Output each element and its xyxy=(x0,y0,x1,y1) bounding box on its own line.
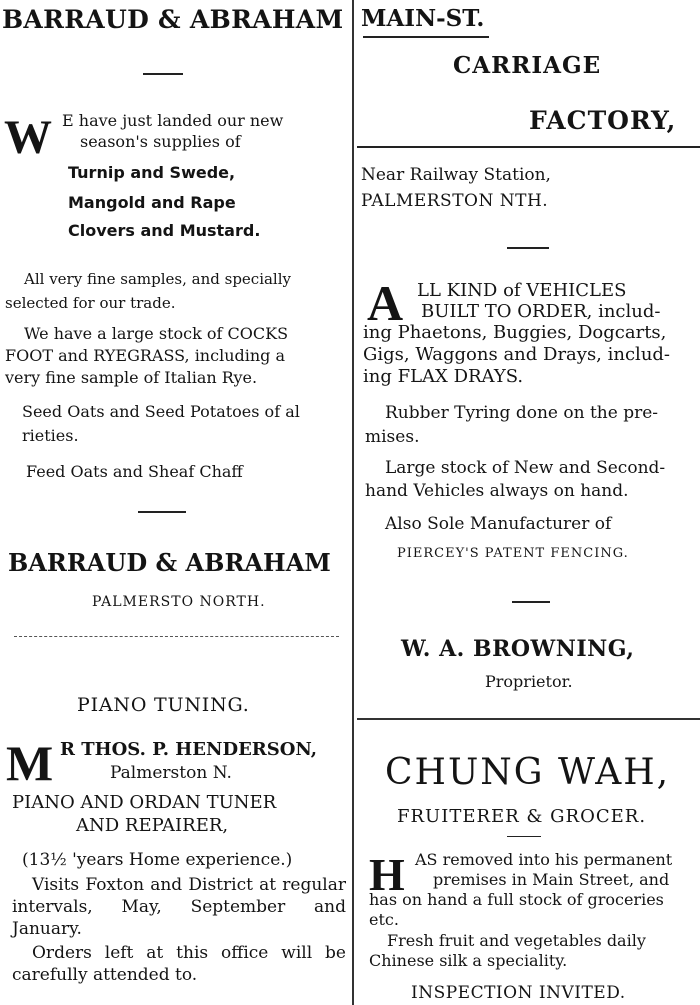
column-divider xyxy=(352,0,354,1005)
vehicles-line1: LL KIND of VEHICLES xyxy=(417,280,627,301)
seed-item-clovers: Clovers and Mustard. xyxy=(68,221,261,240)
separator-dash xyxy=(507,836,541,837)
removed-line1: AS removed into his permanent xyxy=(415,850,673,869)
removed-line3: has on hand a full stock of groceries xyxy=(369,890,664,909)
inspection-invited: INSPECTION INVITED. xyxy=(411,983,626,1003)
samples-line1: All very fine samples, and specially xyxy=(24,270,292,288)
fresh-line1: Fresh fruit and vegetables daily xyxy=(387,931,646,950)
stock-line3: very fine sample of Italian Rye. xyxy=(5,368,258,387)
chung-wah-trade: FRUITERER & GROCER. xyxy=(397,806,647,827)
sole-manufacturer-line: Also Sole Manufacturer of xyxy=(385,514,612,534)
seed-ad-intro-line2: season's supplies of xyxy=(80,132,241,151)
piano-visits-text: Visits Foxton and District at regular intervals, May, September and January. xyxy=(12,875,346,939)
ad-divider xyxy=(14,636,339,637)
chaff-line: Feed Oats and Sheaf Chaff xyxy=(26,462,243,481)
stock-line2: hand Vehicles always on hand. xyxy=(365,481,629,501)
vehicles-line4: Gigs, Waggons and Drays, includ- xyxy=(363,344,671,365)
ad-divider xyxy=(357,718,700,720)
separator-dash xyxy=(138,511,186,513)
piano-trade-line1: PIANO AND ORDAN TUNER xyxy=(12,792,277,813)
seed-item-mangold: Mangold and Rape xyxy=(68,193,236,212)
oats-line1: Seed Oats and Seed Potatoes of al xyxy=(22,402,300,421)
vehicles-line5: ing FLAX DRAYS. xyxy=(363,366,524,387)
seed-ad-signature-place: PALMERSTO NORTH. xyxy=(92,594,266,610)
proprietor-name: W. A. BROWNING, xyxy=(401,636,635,662)
seed-ad-signature-name: BARRAUD & ABRAHAM xyxy=(8,548,331,577)
piano-experience: (13½ 'years Home experience.) xyxy=(22,850,293,870)
separator-dash xyxy=(512,601,550,603)
chung-wah-name: CHUNG WAH, xyxy=(385,752,671,793)
fencing-line: PIERCEY'S PATENT FENCING. xyxy=(397,546,629,561)
location-line1: Near Railway Station, xyxy=(361,165,551,185)
piano-town-line: Palmerston N. xyxy=(110,763,232,783)
chung-wah-dropcap: H xyxy=(369,849,405,900)
piano-dropcap: M xyxy=(6,735,54,791)
seed-item-turnip: Turnip and Swede, xyxy=(68,163,236,182)
vehicles-dropcap: A xyxy=(367,275,404,331)
vehicles-line3: ing Phaetons, Buggies, Dogcarts, xyxy=(363,322,667,343)
piano-name-line: R THOS. P. HENDERSON, xyxy=(60,739,318,760)
stock-line1: Large stock of New and Second- xyxy=(385,458,666,478)
removed-line4: etc. xyxy=(369,910,399,929)
seed-ad-dropcap: W xyxy=(4,111,52,164)
location-line2: PALMERSTON NTH. xyxy=(361,191,549,211)
street-heading: MAIN-ST. xyxy=(361,5,485,32)
seed-ad-firm-name: BARRAUD & ABRAHAM xyxy=(2,5,344,34)
header-rule xyxy=(363,36,489,38)
piano-orders-text: Orders left at this office will be carefully attended to. xyxy=(12,943,346,985)
proprietor-title: Proprietor. xyxy=(485,672,573,691)
rubber-line1: Rubber Tyring done on the pre- xyxy=(385,403,659,423)
stock-line2: FOOT and RYEGRASS, including a xyxy=(5,346,286,365)
piano-heading: PIANO TUNING. xyxy=(77,694,250,716)
factory-rule xyxy=(357,146,700,148)
samples-line2: selected for our trade. xyxy=(5,294,176,312)
piano-trade-line2: AND REPAIRER, xyxy=(76,815,229,836)
fresh-line2: Chinese silk a speciality. xyxy=(369,951,568,970)
right-column xyxy=(357,0,700,1005)
separator-dash xyxy=(143,73,183,75)
rubber-line2: mises. xyxy=(365,427,420,447)
factory-heading: FACTORY, xyxy=(529,106,677,135)
oats-line2: rieties. xyxy=(22,426,79,445)
seed-ad-intro-line1: E have just landed our new xyxy=(62,111,284,130)
stock-line1: We have a large stock of COCKS xyxy=(24,324,289,343)
separator-dash xyxy=(507,247,549,249)
removed-line2: premises in Main Street, and xyxy=(433,870,670,889)
carriage-heading: CARRIAGE xyxy=(453,52,602,79)
vehicles-line2: BUILT TO ORDER, includ- xyxy=(421,301,661,322)
